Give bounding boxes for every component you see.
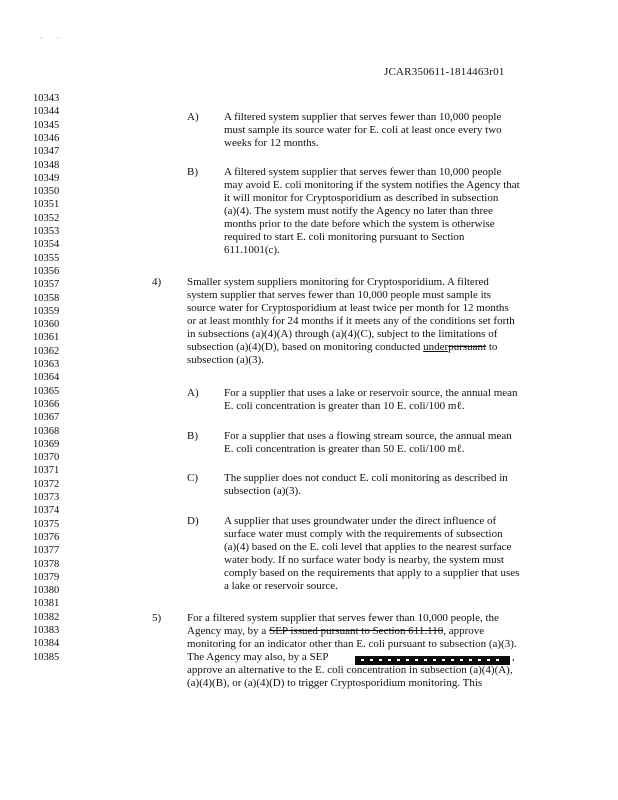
line-number: 10355 <box>33 252 60 264</box>
line-number: 10371 <box>33 465 60 477</box>
label-4: 4) <box>152 276 162 288</box>
line-number: 10376 <box>33 531 60 543</box>
line-number: 10370 <box>33 452 60 464</box>
para-b2-line-1: For a supplier that uses a flowing stream source, the annual mean <box>224 430 512 442</box>
line-number: 10374 <box>33 505 60 517</box>
scan-specks: · · <box>40 34 60 43</box>
line-number: 10385 <box>33 651 60 663</box>
para-a1-line-2: must sample its source water for E. coli at least once every two <box>224 124 502 136</box>
para-4-line-6-end: to <box>486 341 498 353</box>
line-number: 10356 <box>33 265 60 277</box>
para-4-line-6 <box>187 341 497 354</box>
para-d2-line-2: surface water must comply with the requirements of subsection <box>224 528 503 540</box>
para-d2-line-1: A supplier that uses groundwater under the direct influence of <box>224 515 497 527</box>
document-id: JCAR350611-1814463r01 <box>384 66 505 78</box>
para-a2-line-1: For a supplier that uses a lake or reservoir source, the annual mean <box>224 387 518 399</box>
line-number: 10351 <box>33 199 60 211</box>
para-d2-line-6: a lake or reservoir source. <box>224 580 338 592</box>
para-b1-line-2: may avoid E. coli monitoring if the system notifies the Agency that <box>224 179 520 191</box>
para-b2-line-2: E. coli concentration is greater than 50 E. coli/100 mℓ. <box>224 443 465 455</box>
line-number: 10365 <box>33 385 60 397</box>
para-a2-line-2: E. coli concentration is greater than 10 E. coli/100 mℓ. <box>224 400 465 412</box>
para-5-line-3: monitoring for an indicator other than E. coli pursuant to subsection (a)(3). <box>187 638 517 650</box>
para-4-line-1: Smaller system suppliers monitoring for Cryptosporidium. A filtered <box>187 276 489 288</box>
label-c2: C) <box>187 472 198 484</box>
line-number: 10372 <box>33 478 60 490</box>
para-4-line-5: in subsections (a)(4)(A) through (a)(4)(C), subject to the limitations of <box>187 328 498 340</box>
line-number: 10358 <box>33 292 60 304</box>
line-number: 10366 <box>33 398 60 410</box>
line-number: 10384 <box>33 638 60 650</box>
para-4-line-2: system supplier that serves fewer than 10,000 people must sample its <box>187 289 491 301</box>
para-4-line-7: subsection (a)(3). <box>187 354 264 366</box>
para-5-line-1: For a filtered system supplier that serves fewer than 10,000 people, the <box>187 612 499 624</box>
para-4-line-3: source water for Cryptosporidium at least twice per month for 12 months <box>187 302 509 314</box>
para-d2-line-3: (a)(4) based on the E. coli level that applies to the nearest surface <box>224 541 512 553</box>
line-number: 10373 <box>33 492 60 503</box>
line-number: 10343 <box>33 93 60 104</box>
label-b1: B) <box>187 166 198 178</box>
para-5-line-5: approve an alternative to the E. coli concentration in subsection (a)(4)(A), <box>187 664 513 676</box>
para-d2-line-4: water body. If no surface water body is nearby, the system must <box>224 554 504 566</box>
label-b2: B) <box>187 430 198 442</box>
para-5-line-4-end: , <box>512 651 515 663</box>
para-b1-line-6: required to start E. coli monitoring pursuant to Section <box>224 231 465 243</box>
line-number: 10382 <box>33 611 60 623</box>
inserted-text: under <box>423 341 449 353</box>
para-5-line-2-end: , approve <box>443 625 485 637</box>
line-number: 10345 <box>33 119 60 131</box>
para-5-line-2 <box>187 625 484 638</box>
para-b1-line-1: A filtered system supplier that serves fewer than 10,000 people <box>224 166 502 178</box>
para-4-line-4: or at least monthly for 24 months if it meets any of the conditions set forth <box>187 315 515 327</box>
para-b1-line-3: it will monitor for Cryptosporidium as described in subsection <box>224 192 499 204</box>
line-number: 10379 <box>33 571 60 583</box>
label-a1: A) <box>187 111 199 123</box>
line-number: 10383 <box>33 625 60 636</box>
line-number: 10375 <box>33 518 60 530</box>
line-number: 10344 <box>33 106 60 118</box>
line-number: 10363 <box>33 359 60 370</box>
line-number: 10354 <box>33 239 60 251</box>
line-number: 10352 <box>33 212 60 224</box>
para-d2-line-5: comply based on the requirements that apply to a supplier that uses <box>224 567 520 579</box>
line-number: 10369 <box>33 438 60 450</box>
para-5-line-2-start: Agency may, by a <box>187 625 270 637</box>
para-5-line-4-start: The Agency may also, by a SEP <box>187 651 329 663</box>
line-number: 10346 <box>33 132 60 144</box>
struck-text: SEP issued pursuant to Section 611.110 <box>269 625 444 637</box>
line-number: 10349 <box>33 172 60 184</box>
line-number: 10359 <box>33 305 60 317</box>
line-number: 10360 <box>33 319 60 331</box>
para-b1-line-4: (a)(4). The system must notify the Agency no later than three <box>224 205 493 217</box>
line-number: 10361 <box>33 332 60 344</box>
label-d2: D) <box>187 515 199 527</box>
para-c2-line-1: The supplier does not conduct E. coli monitoring as described in <box>224 472 508 484</box>
line-number: 10357 <box>33 279 60 291</box>
line-number: 10381 <box>33 598 60 610</box>
para-b1-line-5: months prior to the date before which the system is otherwise <box>224 218 495 230</box>
line-number: 10380 <box>33 585 60 597</box>
label-5: 5) <box>152 612 162 624</box>
para-5-line-6: (a)(4)(B), or (a)(4)(D) to trigger Cryptosporidium monitoring. This <box>187 677 483 689</box>
line-number: 10378 <box>33 558 60 570</box>
line-number: 10368 <box>33 425 60 437</box>
line-number: 10347 <box>33 146 60 158</box>
line-number: 10350 <box>33 186 60 198</box>
para-a1-line-1: A filtered system supplier that serves fewer than 10,000 people <box>224 111 502 123</box>
para-4-line-6-start: subsection (a)(4)(D), based on monitoring conducted <box>187 341 424 353</box>
struck-text: pursuant <box>448 341 487 353</box>
para-c2-line-2: subsection (a)(3). <box>224 485 301 497</box>
line-number: 10362 <box>33 345 60 357</box>
label-a2: A) <box>187 387 199 399</box>
line-number: 10353 <box>33 226 60 237</box>
line-number: 10348 <box>33 159 60 171</box>
para-a1-line-3: weeks for 12 months. <box>224 137 319 149</box>
line-number: 10377 <box>33 545 60 557</box>
line-number: 10367 <box>33 412 60 424</box>
line-number: 10364 <box>33 372 60 384</box>
para-b1-line-7: 611.1001(c). <box>224 244 280 256</box>
